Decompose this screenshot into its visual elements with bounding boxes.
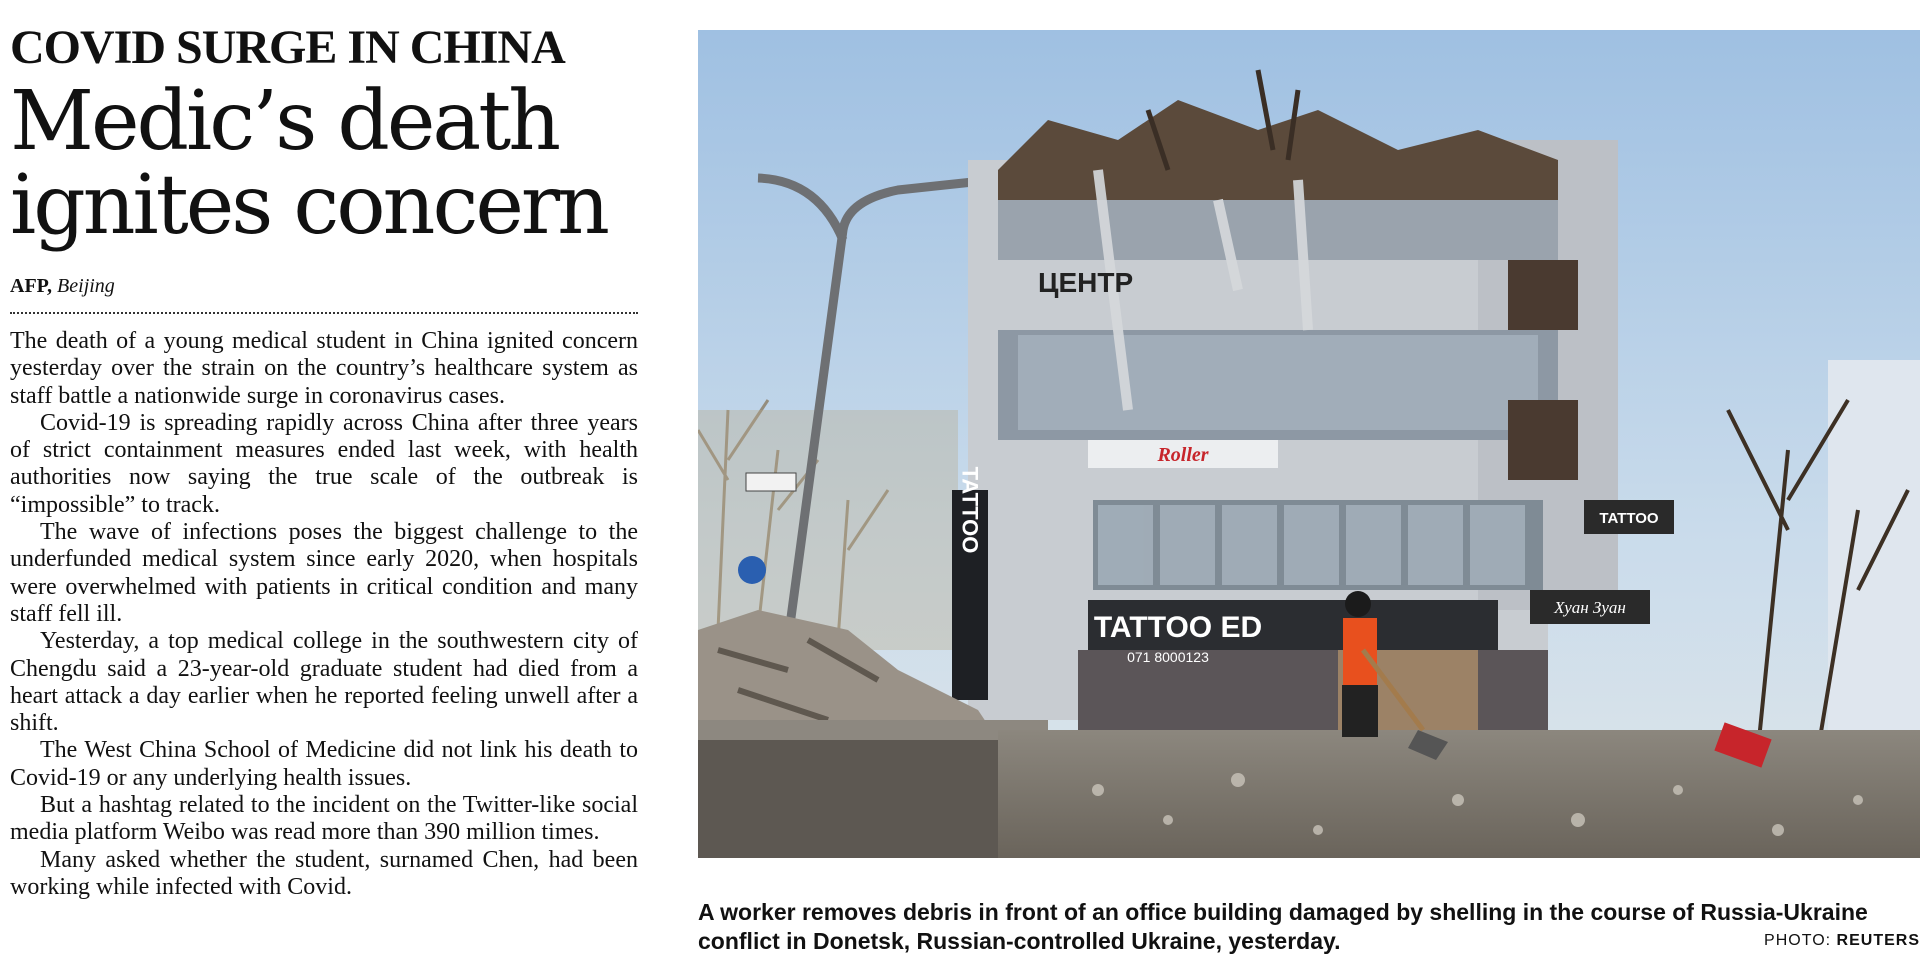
- paragraph: Many asked whether the student, surnamed Chen, had been working while infected with Covid.: [10, 846, 638, 900]
- credit-source: REUTERS: [1836, 932, 1920, 949]
- article: [10, 18, 640, 901]
- small-tattoo-sign-text: TATTOO: [1599, 510, 1659, 527]
- paragraph: Covid-19 is spreading rapidly across China after three years of strict containment measures ended last week, with health authorities now saying the true scale of the outbreak is “impossible” to track.: [10, 409, 638, 518]
- byline-agency: AFP,: [10, 275, 53, 297]
- tattoo-phone-text: 071 8000123: [1127, 649, 1209, 665]
- news-photo: [698, 30, 1920, 858]
- street-sign: [746, 473, 796, 491]
- low-wall: [698, 730, 1038, 858]
- headline-line-2: ignites concern: [10, 158, 607, 253]
- headline: [10, 74, 640, 253]
- building: [968, 70, 1618, 730]
- byline: [10, 274, 640, 298]
- paragraph: But a hashtag related to the incident on the Twitter-like social media platform Weibo was read more than 390 million times.: [10, 792, 638, 846]
- article-body: [10, 328, 638, 901]
- road-sign-icon: [738, 556, 766, 584]
- photo-caption: A worker removes debris in front of an office building damaged by shelling in the course of Russia-Ukraine conflict in Donetsk, Russian-controlled Ukraine, yesterday.: [698, 899, 1868, 954]
- roller-sign-text: Roller: [1157, 444, 1209, 466]
- shop-sign-text: Хуан Зуан: [1554, 598, 1626, 617]
- credit-label: PHOTO:: [1764, 932, 1832, 949]
- paragraph: Yesterday, a top medical college in the southwestern city of Chengdu said a 23-year-old graduate student had died from a heart attack a day earlier when he reported feeling unwell after a shift.: [10, 628, 638, 737]
- tattoo-ed-sign-text: TATTOO ED: [1093, 611, 1263, 644]
- photo-credit: [1764, 932, 1920, 950]
- kicker: COVID SURGE IN CHINA: [10, 21, 565, 74]
- vertical-sign-text: TATTOO: [957, 466, 983, 554]
- paragraph: The death of a young medical student in China ignited concern yesterday over the strain on the country’s healthcare system as staff battle a nationwide surge in coronavirus cases.: [10, 328, 638, 409]
- headline-line-1: Medic’s death: [10, 74, 559, 169]
- side-building: [1828, 360, 1920, 740]
- damaged-building-illustration: [698, 30, 1920, 858]
- paragraph: The wave of infections poses the biggest challenge to the underfunded medical system since early 2020, when hospitals were overwhelmed with patients in critical condition and many staff fell ill.: [10, 519, 638, 627]
- dotted-divider: [10, 312, 638, 314]
- paragraph: The West China School of Medicine did not link his death to Covid-19 or any underlying health issues.: [10, 737, 638, 791]
- ground: [998, 730, 1920, 858]
- byline-place: Beijing: [57, 275, 115, 297]
- cyrillic-sign-text: ЦЕНТР: [1038, 267, 1134, 298]
